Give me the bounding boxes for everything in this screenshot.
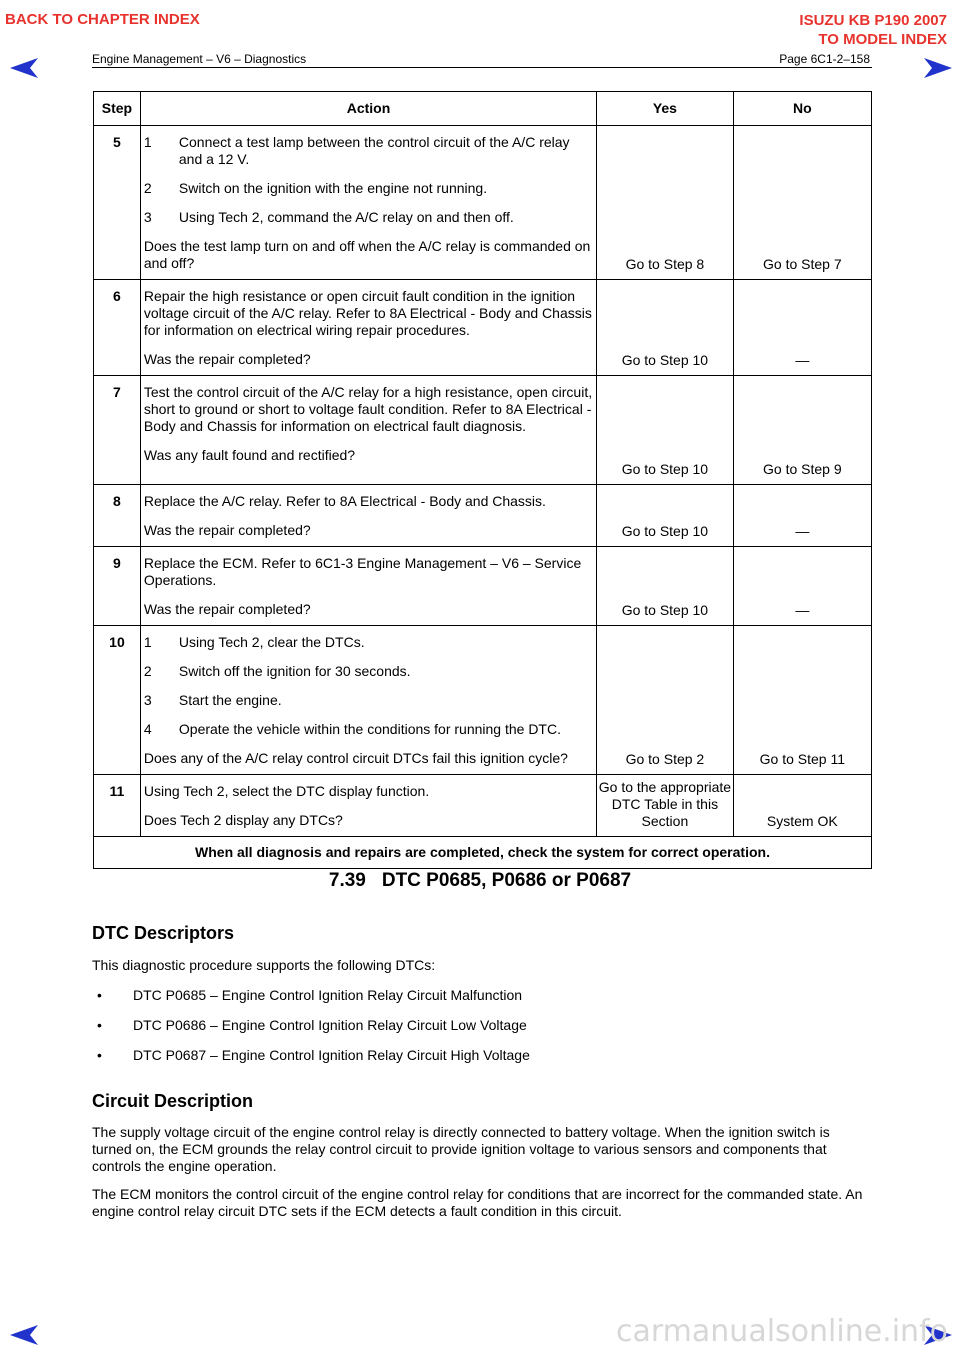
table-footer-note: When all diagnosis and repairs are completed, check the system for correct operation.	[94, 837, 872, 869]
yes-cell: Go to Step 10	[597, 376, 734, 485]
running-header-title: Engine Management – V6 – Diagnostics	[92, 52, 307, 66]
model-title[interactable]: ISUZU KB P190 2007	[799, 12, 947, 29]
action-question: Does the test lamp turn on and off when the A/C relay is commanded on and off?	[143, 238, 591, 271]
no-cell: —	[733, 485, 871, 547]
action-column-header: Action	[140, 92, 596, 126]
section-number: 7.39	[328, 870, 366, 891]
circuit-paragraph-2: The ECM monitors the control circuit of the engine control relay for conditions that are incorrect for the commanded state. An engine control relay circuit DTC sets if the ECM detects a fault condition in this circuit.	[92, 1186, 863, 1219]
action-question: Does Tech 2 display any DTCs?	[143, 812, 343, 828]
action-text: Replace the A/C relay. Refer to 8A Electrical - Body and Chassis.	[143, 493, 546, 509]
action-cell	[140, 376, 596, 485]
table-row	[94, 626, 872, 775]
action-text: Replace the ECM. Refer to 6C1-3 Engine Management – V6 – Service Operations.	[143, 555, 582, 588]
yes-cell: Go to Step 10	[597, 547, 734, 626]
yes-cell: Go to the appropriate DTC Table in this Section	[597, 775, 734, 837]
previous-page-arrow-bottom-icon[interactable]	[10, 1325, 40, 1345]
table-header-row	[94, 92, 872, 126]
list-item: 3 Start the engine.	[143, 692, 282, 708]
table-row	[94, 280, 872, 376]
model-index-label[interactable]: TO MODEL INDEX	[818, 31, 947, 48]
list-item: 2 Switch off the ignition for 30 seconds.	[143, 663, 411, 679]
list-item: • DTC P0687 – Engine Control Ignition Relay Circuit High Voltage	[97, 1047, 530, 1063]
yes-cell: Go to Step 10	[597, 280, 734, 376]
no-cell: Go to Step 9	[733, 376, 871, 485]
circuit-description-heading: Circuit Description	[92, 1091, 254, 1111]
list-item: 2 Switch on the ignition with the engine not running.	[143, 180, 488, 196]
no-cell: —	[733, 547, 871, 626]
step-number: 5	[94, 126, 141, 280]
yes-column-header: Yes	[597, 92, 734, 126]
no-column-header: No	[733, 92, 871, 126]
yes-cell: Go to Step 8	[597, 126, 734, 280]
step-column-header: Step	[94, 92, 141, 126]
step-number: 7	[94, 376, 141, 485]
table-footer-row	[94, 837, 872, 869]
table-row	[94, 126, 872, 280]
action-text: Repair the high resistance or open circuit fault condition in the ignition voltage circuit of the A/C relay. Refer to 8A Electrical - Body and Chassis for information on electrical wiring repair procedures.	[143, 288, 592, 338]
step-number: 9	[94, 547, 141, 626]
list-item: • DTC P0686 – Engine Control Ignition Relay Circuit Low Voltage	[97, 1017, 527, 1033]
circuit-paragraph-1: The supply voltage circuit of the engine control relay is directly connected to battery voltage. When the ignition switch is turned on, the ECM grounds the relay control circuit to provide ignition voltage to various sensors and components that controls the engine operation.	[92, 1124, 830, 1174]
page-number: Page 6C1-2–158	[779, 52, 870, 66]
watermark: carmanualsonline.info	[616, 1314, 948, 1349]
header-divider	[92, 67, 872, 68]
list-item: • DTC P0685 – Engine Control Ignition Relay Circuit Malfunction	[97, 987, 523, 1003]
no-cell: Go to Step 11	[733, 626, 871, 775]
action-question: Was any fault found and rectified?	[143, 447, 356, 463]
table-row	[94, 775, 872, 837]
action-cell	[140, 126, 596, 280]
no-cell: System OK	[733, 775, 871, 837]
table-row	[94, 547, 872, 626]
table-row	[94, 485, 872, 547]
dtc-descriptors-heading: DTC Descriptors	[92, 923, 235, 943]
step-number: 8	[94, 485, 141, 547]
list-item: 4 Operate the vehicle within the conditions for running the DTC.	[143, 721, 561, 737]
yes-cell: Go to Step 2	[597, 626, 734, 775]
action-cell	[140, 775, 596, 837]
table-row	[94, 376, 872, 485]
action-question: Was the repair completed?	[143, 351, 311, 367]
previous-page-arrow-icon[interactable]	[10, 58, 40, 78]
step-number: 10	[94, 626, 141, 775]
action-cell	[140, 626, 596, 775]
next-page-arrow-icon[interactable]	[922, 58, 952, 78]
action-text: Using Tech 2, select the DTC display function.	[143, 783, 430, 799]
section-title-text: DTC P0685, P0686 or P0687	[381, 870, 632, 891]
section-title	[0, 870, 960, 892]
step-number: 11	[94, 775, 141, 837]
step-number: 6	[94, 280, 141, 376]
action-cell	[140, 485, 596, 547]
yes-cell: Go to Step 10	[597, 485, 734, 547]
list-item: 1 Connect a test lamp between the control circuit of the A/C relay and a 12 V.	[143, 134, 570, 167]
list-item: 3 Using Tech 2, command the A/C relay on and then off.	[143, 209, 514, 225]
to-model-index-link[interactable]	[799, 11, 947, 49]
no-cell: Go to Step 7	[733, 126, 871, 280]
list-item: 1 Using Tech 2, clear the DTCs.	[143, 634, 365, 650]
diagnostic-steps-table	[93, 91, 872, 869]
no-cell: —	[733, 280, 871, 376]
action-question: Was the repair completed?	[143, 522, 311, 538]
action-question: Was the repair completed?	[143, 601, 311, 617]
action-text: Test the control circuit of the A/C relay for a high resistance, open circuit, short to ground or short to voltage fault condition. Refer to 8A Electrical - Body and Chassis for information on electrical fault diagnosis.	[143, 384, 593, 434]
action-question: Does any of the A/C relay control circuit DTCs fail this ignition cycle?	[143, 750, 568, 766]
action-cell	[140, 280, 596, 376]
back-to-chapter-index-link[interactable]: BACK TO CHAPTER INDEX	[5, 11, 200, 28]
descriptors-intro: This diagnostic procedure supports the following DTCs:	[92, 957, 436, 973]
action-cell	[140, 547, 596, 626]
